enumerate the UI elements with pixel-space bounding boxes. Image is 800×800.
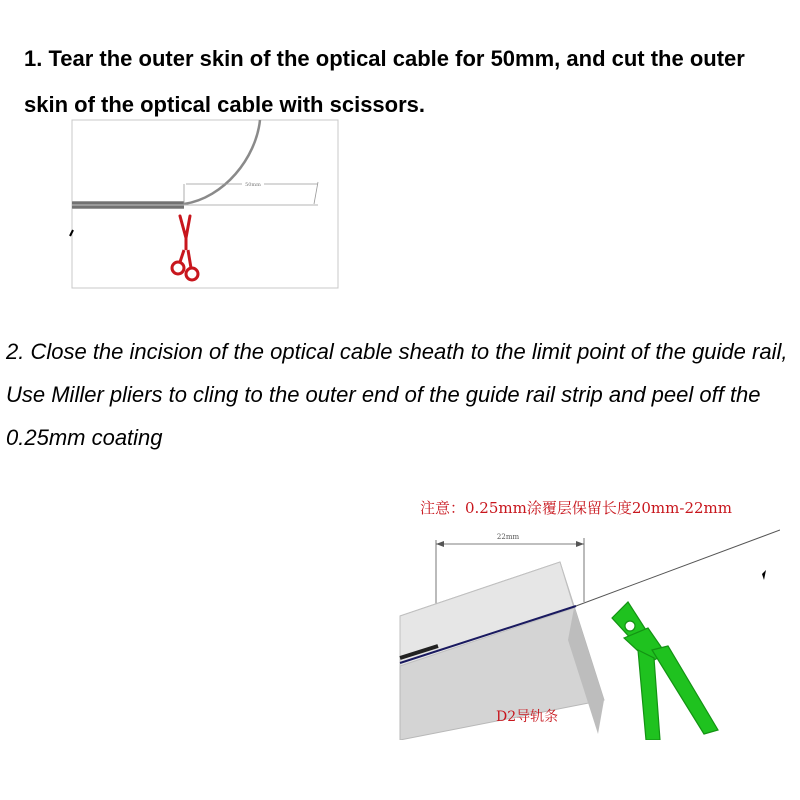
fiber-end-mark — [762, 570, 766, 580]
step1-instruction: 1. Tear the outer skin of the optical cable for 50mm, and cut the outer skin of the optical cable with scissors. — [24, 46, 745, 117]
figure1-dimension-label: 50mm — [245, 182, 261, 188]
optical-fiber — [576, 530, 780, 606]
step2-instruction — [6, 330, 796, 459]
cable-sheath — [72, 201, 184, 209]
step2-line1: 2. Close the incision of the optical cable sheath to the limit point of the guide rail, — [6, 339, 788, 364]
figure-cable-stripping — [64, 118, 340, 290]
step2-line2: Use Miller pliers to cling to the outer end of the guide rail strip and peel off the 0.25mm coating — [6, 382, 761, 450]
coating-length-note: 注意：0.25mm涂覆层保留长度20mm-22mm — [420, 499, 732, 517]
miller-pliers-icon — [612, 602, 718, 740]
guide-rail-label: D2导轨条 — [496, 709, 559, 725]
figure-guide-rail — [398, 490, 780, 740]
figure2-dimension-label: 22mm — [496, 533, 520, 541]
